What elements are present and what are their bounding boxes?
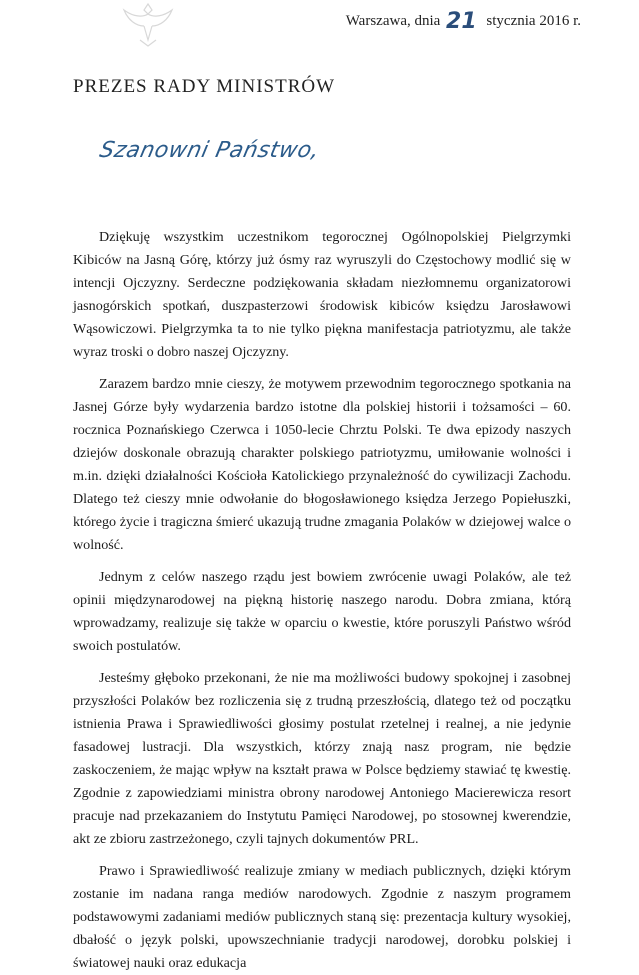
date-prefix: Warszawa, dnia: [345, 13, 441, 29]
paragraph: Dziękuję wszystkim uczestnikom tegorocznej Ogólnopolskiej Pielgrzymki Kibiców na Jasną Górę, którzy już ósmy raz wyruszyli do Częstochowy modlić się w intencji Ojczyzny. Serdeczne podziękowania składam niezłomnemu organizatorowi jasnogórskich spotkań, duszpasterzowi środowisk kibiców księdzu Jarosławowi Wąsowiczowi. Pielgrzymka ta to nie tylko piękna manifestacja patriotyzmu, ale także wyraz troski o dobro naszej Ojczyzny.: [73, 229, 571, 360]
date-day-handwritten: 21: [446, 9, 477, 34]
paragraph: Jesteśmy głęboko przekonani, że nie ma możliwości budowy spokojnej i zasobnej przyszłości Polaków bez rozliczenia się z trudną przeszłością, dlatego też od początku istnienia Prawa i Sprawiedliwości głosimy postulat rzetelnej i realnej, a nie jedynie fasadowej lustracji. Dla wszystkich, którzy znają nasz program, nie będzie zaskoczeniem, że mając wpływ na kształt prawa w Polsce będziemy stawiać tę kwestię. Zgodnie z zapowiedziami ministra obrony narodowej Antoniego Macierewicza resort pracuje nad przekazaniem do Instytutu Pamięci Narodowej, po stosownej kwerendzie, akt ze zbioru zastrzeżonego, czyli tajnych dokumentów PRL.: [73, 670, 571, 847]
letter-date: [346, 9, 581, 34]
date-suffix: stycznia 2016 r.: [486, 13, 581, 29]
paragraph: Prawo i Sprawiedliwość realizuje zmiany w mediach publicznych, dzięki którym zostanie im nadana ranga mediów narodowych. Zgodnie z naszym programem podstawowymi zadaniami mediów publicznych staną się: prezentacja kultury wysokiej, dbałość o język polski, upowszechnianie tradycji narodowej, dorobku polskiej i światowej nauki oraz edukacja: [73, 863, 571, 971]
paragraph: Jednym z celów naszego rządu jest bowiem zwrócenie uwagi Polaków, ale też opinii międzynarodowej na piękną historię naszego narodu. Dobra zmiana, którą wprowadzamy, realizuje się także w oparciu o kwestie, które poruszyli Państwo wśród swoich postulatów.: [73, 569, 571, 654]
paragraph: Zarazem bardzo mnie cieszy, że motywem przewodnim tegorocznego spotkania na Jasnej Górze były wydarzenia bardzo istotne dla polskiej historii i tożsamości – 60. rocznica Poznańskiego Czerwca i 1050-lecie Chrztu Polski. Te dwa epizody naszych dziejów doskonale obrazują charakter polskiego patriotyzmu, umiłowanie wolności i m.in. dzięki działalności Kościoła Katolickiego przynależność do cywilizacji Zachodu. Dlatego też cieszy mnie odwołanie do błogosławionego księdza Jerzego Popiełuszki, którego życie i tragiczna śmierć ukazują trudne zmagania Polaków w dziejowej walce o wolność.: [73, 376, 571, 553]
office-title: PREZES RADY MINISTRÓW: [73, 76, 336, 97]
letter-body: [73, 226, 571, 975]
handwritten-salutation: Szanowni Państwo,: [97, 138, 322, 163]
eagle-emblem-icon: [118, 0, 178, 48]
